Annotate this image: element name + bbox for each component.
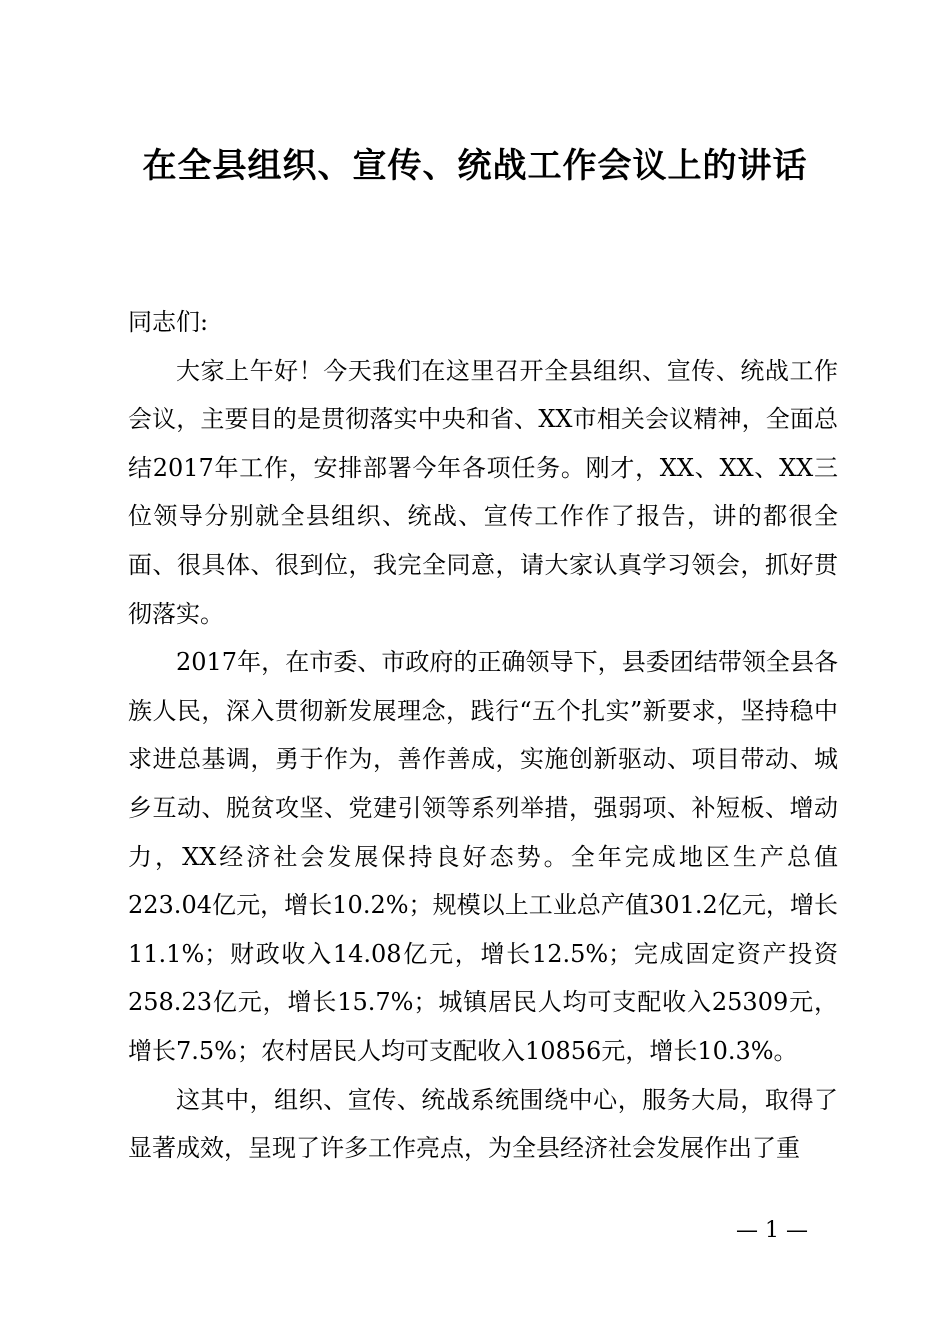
paragraph-2017-review: 2017年，在市委、市政府的正确领导下，县委团结带领全县各族人民，深入贯彻新发展理念，践行“五个扎实”新要求，坚持稳中求进总基调，勇于作为，善作善成，实施创新驱动、项目带动、城乡互动、脱贫攻坚、党建引领等系列举措，强弱项、补短板、增动力，XX经济社会发展保持良好态势。全年完成地区生产总值223.04亿元，增长10.2%；规模以上工业总产值301.2亿元，增长11.1%；财政收入14.08亿元，增长12.5%；完成固定资产投资258.23亿元，增长15.7%；城镇居民人均可支配收入25309元，增长7.5%；农村居民人均可支配收入10856元，增长10.3%。 <box>128 648 838 1065</box>
document-title: 在全县组织、宣传、统战工作会议上的讲话 <box>142 146 808 186</box>
document-body <box>128 298 838 1173</box>
paragraph-opening: 大家上午好！今天我们在这里召开全县组织、宣传、统战工作会议，主要目的是贯彻落实中央和省、XX市相关会议精神，全面总结2017年工作，安排部署今年各项任务。刚才，XX、XX、XX三位领导分别就全县组织、统战、宣传工作作了报告，讲的都很全面、很具体、很到位，我完全同意，请大家认真学习领会，抓好贯彻落实。 <box>128 356 838 628</box>
page-number: — 1 — <box>736 1218 808 1243</box>
salutation: 同志们: <box>128 308 209 336</box>
paragraph-achievements: 这其中，组织、宣传、统战系统围绕中心，服务大局，取得了显著成效，呈现了许多工作亮点，为全县经济社会发展作出了重 <box>128 1085 838 1163</box>
